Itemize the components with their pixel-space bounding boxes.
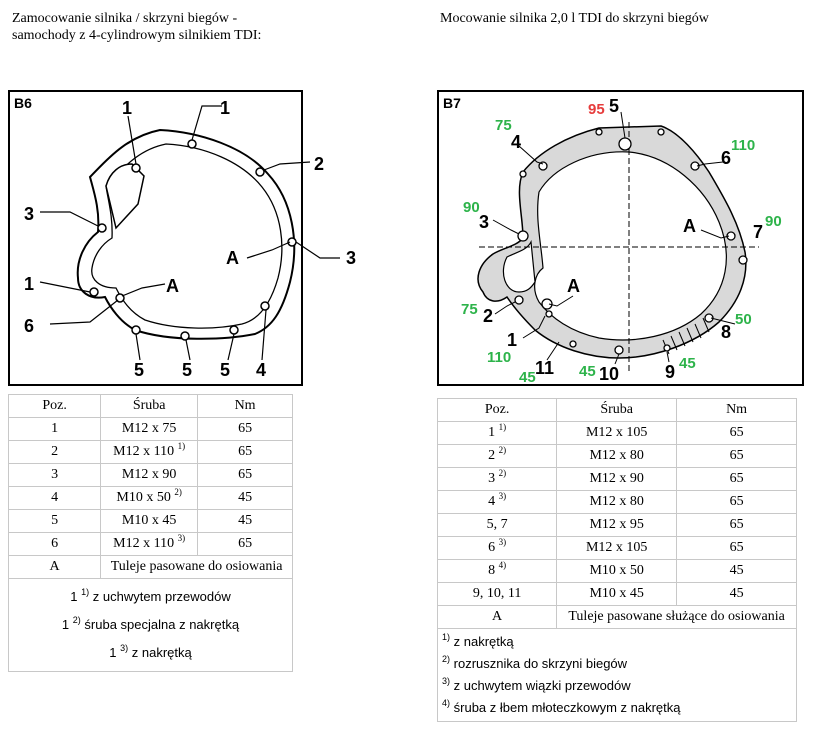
b6-callout-1a: 1 — [122, 98, 133, 118]
footnote: $^{1)}$ z nakrętką — [442, 632, 514, 649]
b6-callout-5c: 5 — [220, 360, 231, 380]
right-spec-table — [437, 398, 797, 722]
b7-callout-9: 9 — [665, 362, 676, 382]
b6-callout-1c: 1 — [24, 274, 35, 294]
table-row: 1 M12 x 75 65 — [9, 418, 293, 441]
table-row: 4 $^{3)}$ M12 x 80 65 — [438, 491, 797, 514]
table-row: 2 $^{2)}$ M12 x 80 65 — [438, 445, 797, 468]
b7-callout-A2: A — [567, 276, 580, 296]
header-nm: Nm — [198, 395, 293, 418]
b7-callout-2: 2 — [483, 306, 494, 326]
table-row: 9, 10, 11 M10 x 45 45 — [438, 583, 797, 606]
table-row: 5, 7 M12 x 95 65 — [438, 514, 797, 537]
b7-torque-110a: 110 — [731, 137, 756, 154]
header-poz: Poz. — [438, 399, 557, 422]
b7-callout-3: 3 — [479, 212, 490, 232]
b7-callout-A1: A — [683, 216, 696, 236]
b7-torque-90a: 90 — [463, 199, 480, 216]
b6-callout-A1: A — [226, 248, 239, 268]
header-sruba: Śruba — [101, 395, 198, 418]
table-row: 4 M10 x 50 $^{2)}$ 45 — [9, 487, 293, 510]
footnote: $^{2)}$ rozrusznika do skrzyni biegów — [442, 654, 628, 671]
figure-b7 — [437, 90, 804, 386]
b7-torque-75b: 75 — [461, 301, 478, 318]
header-poz: Poz. — [9, 395, 101, 418]
b6-drawing — [10, 92, 357, 384]
table-row-a: A Tuleje pasowane do osiowania — [9, 556, 293, 579]
b6-callout-5a: 5 — [134, 360, 145, 380]
left-table-header — [9, 395, 293, 418]
figure-b6 — [8, 90, 357, 386]
b6-callout-A2: A — [166, 276, 179, 296]
b7-callout-11: 11 — [535, 358, 555, 378]
b7-torque-110b: 110 — [487, 349, 512, 366]
table-row: 1 $^{1)}$ M12 x 105 65 — [438, 422, 797, 445]
right-footnotes — [438, 629, 797, 722]
header-sruba: Śruba — [557, 399, 677, 422]
b6-callout-1b: 1 — [220, 98, 231, 118]
b6-callout-3b: 3 — [346, 248, 357, 268]
b7-torque-50: 50 — [735, 311, 752, 328]
left-heading: Zamocowanie silnika / skrzyni biegów - samochody z 4-cylindrowym silnikiem TDI: — [12, 11, 262, 43]
b7-callout-5: 5 — [609, 96, 620, 116]
right-heading: Mocowanie silnika 2,0 l TDI do skrzyni biegów — [440, 11, 709, 26]
footnote: 1 $^{3)}$ z nakrętką — [109, 643, 192, 660]
table-row: 6 M12 x 110 $^{3)}$ 65 — [9, 533, 293, 556]
b6-callout-3a: 3 — [24, 204, 35, 224]
table-row: 6 $^{3)}$ M12 x 105 65 — [438, 537, 797, 560]
left-footnotes — [9, 579, 293, 672]
footnote: $^{3)}$ z uchwytem wiązki przewodów — [442, 676, 631, 693]
b7-torque-95: 95 — [588, 101, 605, 118]
b7-callout-7: 7 — [753, 222, 764, 242]
table-row: 8 $^{4)}$ M10 x 50 45 — [438, 560, 797, 583]
right-table-header — [438, 399, 797, 422]
b7-callout-6: 6 — [721, 148, 732, 168]
b7-torque-75a: 75 — [495, 117, 512, 134]
b7-callout-10: 10 — [599, 364, 620, 384]
b7-torque-45b: 45 — [579, 363, 596, 380]
b7-tag: B7 — [443, 95, 461, 111]
b7-torque-45a: 45 — [519, 369, 536, 386]
footnote: 1 $^{2)}$ śruba specjalna z nakrętką — [61, 615, 240, 632]
b6-tag: B6 — [14, 95, 32, 111]
footnote: 1 $^{1)}$ z uchwytem przewodów — [70, 587, 231, 604]
b7-callout-4: 4 — [511, 132, 522, 152]
b6-callout-4: 4 — [256, 360, 267, 380]
b7-callout-8: 8 — [721, 322, 732, 342]
b6-callout-6: 6 — [24, 316, 35, 336]
table-row: 3 $^{2)}$ M12 x 90 65 — [438, 468, 797, 491]
left-spec-table — [8, 394, 293, 672]
table-row: 2 M12 x 110 $^{1)}$ 65 — [9, 441, 293, 464]
footnote: $^{4)}$ śruba z łbem młoteczkowym z nakrętką — [442, 698, 681, 715]
b7-drawing — [439, 92, 802, 384]
table-row: 3 M12 x 90 65 — [9, 464, 293, 487]
b6-callout-5b: 5 — [182, 360, 193, 380]
b7-callout-1: 1 — [507, 330, 518, 350]
table-row-a: A Tuleje pasowane służące do osiowania — [438, 606, 797, 629]
header-nm: Nm — [677, 399, 797, 422]
b7-torque-45c: 45 — [679, 355, 696, 372]
b6-callout-2: 2 — [314, 154, 325, 174]
table-row: 5 M10 x 45 45 — [9, 510, 293, 533]
b7-torque-90b: 90 — [765, 213, 782, 230]
